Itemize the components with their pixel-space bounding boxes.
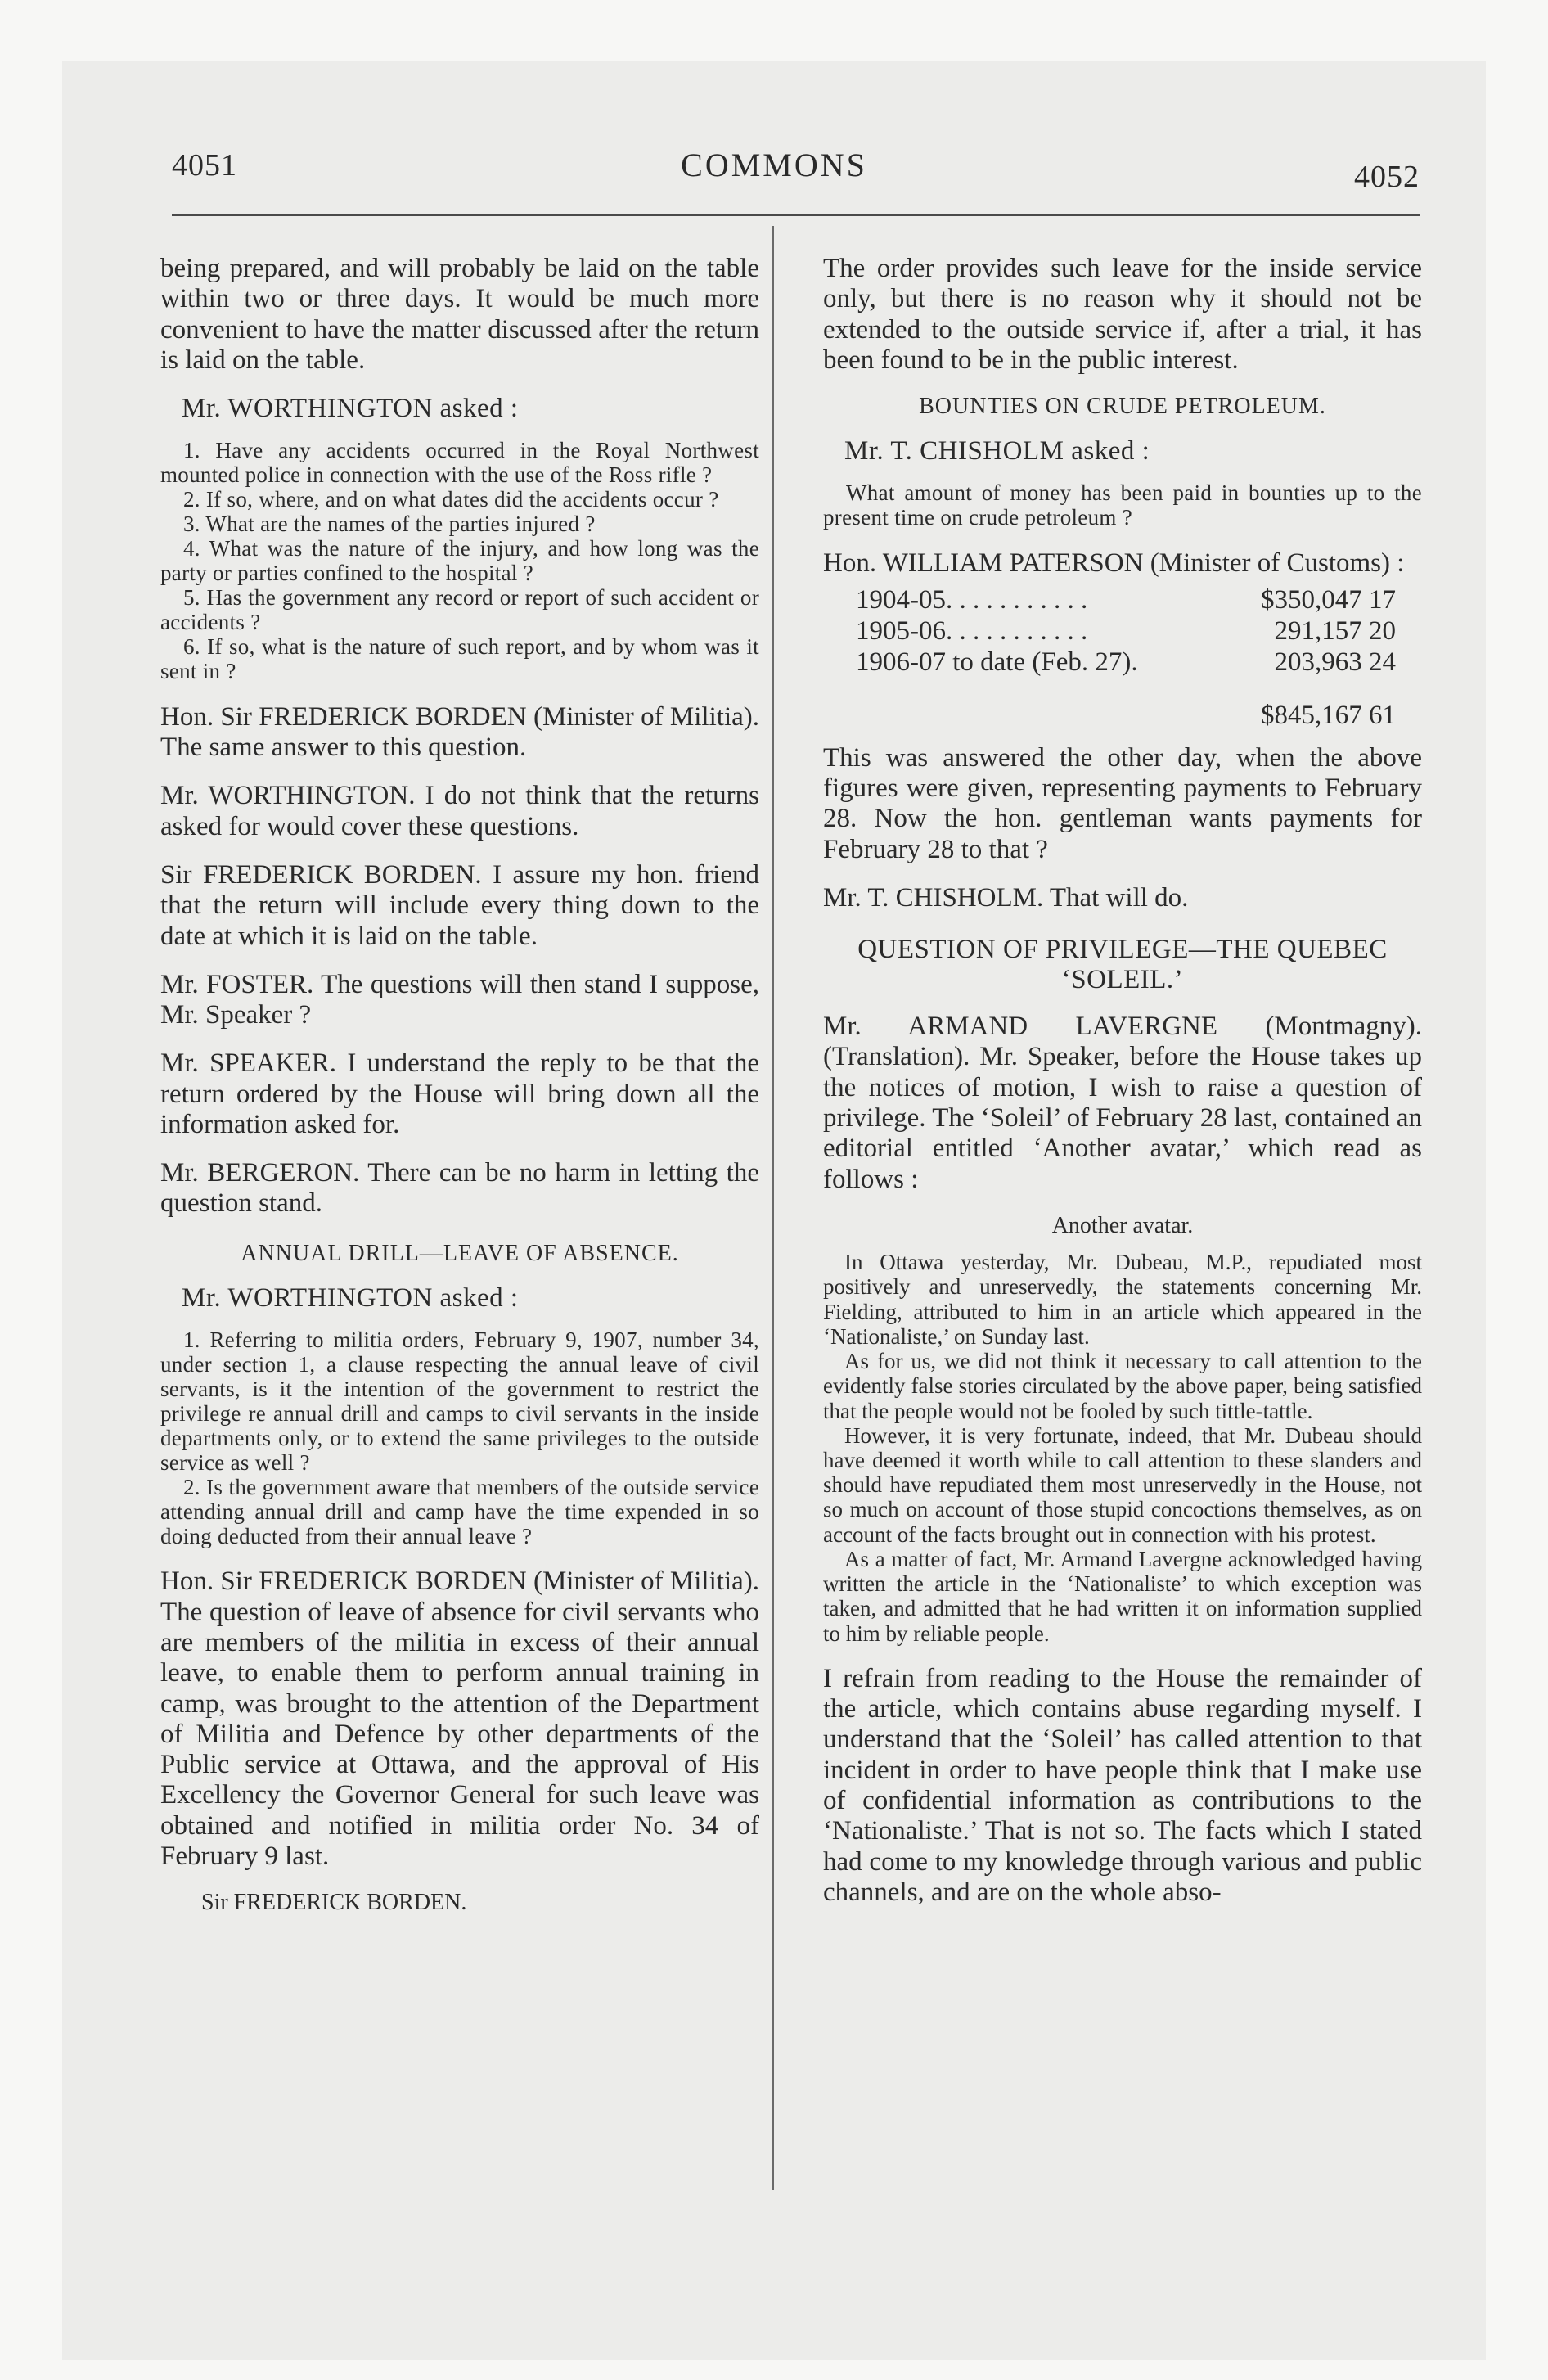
table-amount: $350,047 17	[1261, 585, 1396, 615]
question-item: 4. What was the nature of the injury, and how long was the party or parties confined to the hospital ?	[160, 536, 759, 585]
section-heading: BOUNTIES ON CRUDE PETROLEUM.	[919, 394, 1326, 420]
paragraph: I refrain from reading to the House the remainder of the article, which contains abuse regarding myself. I understand that the ‘Soleil’ has called attention to that incident in order to have people think that I make use of confidential information as contributions to the ‘Nationaliste.’ That is not so. The facts which I stated had come to my knowledge through various and public channels, and are on the whole abso-	[823, 1663, 1422, 1907]
paragraph: Hon. Sir FREDERICK BORDEN (Minister of Militia). The question of leave of absence for civil servants who are members of the militia in excess of their annual leave, to enable them to perform annual training in camp, was brought to the attention of the Department of Militia and Defence by other departments of the Public service at Ottawa, and the approval of His Excellency the Governor General for such leave was obtained and notified in militia order No. 34 of February 9 last.	[160, 1566, 759, 1871]
question-item: 1. Referring to militia orders, February 9, 1907, number 34, under section 1, a clause respecting the annual leave of civil servants, is it the intention of the government to restrict the privilege re annual drill and camps to civil servants in the inside departments only, or to extend the same privileges to the outside service as well ?	[160, 1327, 759, 1475]
question-intro: Mr. WORTHINGTON asked :	[182, 1282, 519, 1313]
question-intro: Mr. T. CHISHOLM asked :	[844, 436, 1150, 467]
question-item: 5. Has the government any record or report of such accident or accidents ?	[160, 584, 759, 634]
table-year: 1905-06. . . . . . . . . . .	[856, 615, 1088, 646]
quoted-editorial	[823, 1213, 1422, 1646]
paragraph: Hon. Sir FREDERICK BORDEN (Minister of Militia). The same answer to this question.	[160, 701, 759, 763]
right-page-number: 4052	[1354, 160, 1420, 194]
table-year: 1906-07 to date (Feb. 27).	[856, 647, 1138, 677]
paragraph: Mr. SPEAKER. I understand the reply to be that the return ordered by the House will bring down all the information asked for.	[160, 1048, 759, 1139]
left-page-number: 4051	[172, 148, 237, 183]
bounty-table	[856, 585, 1422, 731]
paragraph: Sir FREDERICK BORDEN. I assure my hon. friend that the return will include every thing down to the date at which it is laid on the table.	[160, 859, 759, 951]
running-title: COMMONS	[681, 146, 867, 183]
left-column	[160, 254, 759, 1916]
question-item: 3. What are the names of the parties injured ?	[183, 512, 596, 537]
column-divider	[772, 226, 774, 2190]
section-heading: ANNUAL DRILL—LEAVE OF ABSENCE.	[241, 1240, 679, 1266]
table-total: $845,167 61	[1261, 701, 1396, 731]
paragraph: Mr. T. CHISHOLM. That will do.	[823, 882, 1189, 913]
table-row	[856, 647, 1396, 678]
paragraph: Mr. WORTHINGTON. I do not think that the returns asked for would cover these questions.	[160, 781, 759, 841]
paragraph: Hon. WILLIAM PATERSON (Minister of Customs) :	[823, 548, 1405, 579]
question-item: 2. Is the government aware that members of the outside service attending annual drill and camp have the time expended in so doing deducted from their annual leave ?	[160, 1474, 759, 1548]
question-list	[160, 439, 759, 684]
paragraph: being prepared, and will probably be laid on the table within two or three days. It would be much more convenient to have the matter discussed after the return is laid on the table.	[160, 254, 759, 375]
paragraph: This was answered the other day, when the above figures were given, representing payments to February 28. Now the hon. gentleman wants payments for February 28 to that ?	[823, 742, 1422, 864]
question-list	[160, 1328, 759, 1549]
question-item: 2. If so, where, and on what dates did the accidents occur ?	[183, 487, 719, 512]
table-amount: 291,157 20	[1274, 615, 1396, 646]
paragraph: Mr. BERGERON. There can be no harm in letting the question stand.	[160, 1158, 759, 1219]
question-item: 1. Have any accidents occurred in the Royal Northwest mounted police in connection with the use of the Ross rifle ?	[160, 438, 759, 488]
right-column	[823, 254, 1422, 1908]
header-rule	[172, 214, 1420, 216]
quote-title: Another avatar.	[1051, 1212, 1194, 1238]
paragraph: The order provides such leave for the inside service only, but there is no reason why it should not be extended to the outside service if, after a trial, it has been found to be in the public interest.	[823, 254, 1422, 375]
table-year: 1904-05. . . . . . . . . . .	[856, 585, 1088, 615]
section-heading: QUESTION OF PRIVILEGE—THE QUEBEC ‘SOLEIL.’	[857, 935, 1388, 995]
table-row	[856, 616, 1396, 647]
question-list	[823, 481, 1422, 530]
table-amount: 203,963 24	[1274, 647, 1396, 677]
table-total-row	[856, 701, 1396, 732]
quote-paragraph: As a matter of fact, Mr. Armand Lavergne acknowledged having written the article in the ‘Nationaliste’ to which exception was taken, and admitted that he had written it on information supplied to him by reliable people.	[823, 1546, 1422, 1646]
paragraph: Mr. FOSTER. The questions will then stand I suppose, Mr. Speaker ?	[160, 969, 759, 1030]
speaker-line: Sir FREDERICK BORDEN.	[201, 1890, 467, 1916]
table-row	[856, 585, 1396, 616]
quote-paragraph: However, it is very fortunate, indeed, that Mr. Dubeau should have deemed it worth while to call attention to these slanders and should have repudiated them most unreservedly in the House, not so much on account of those stupid concoctions themselves, as on account of the facts brought out in connection with his protest.	[823, 1422, 1422, 1547]
quote-paragraph: In Ottawa yesterday, Mr. Dubeau, M.P., repudiated most positively and unreservedly, the statements concerning Mr. Fielding, attributed to him in an article which appeared in the ‘Nationaliste,’ on Sunday last.	[823, 1250, 1422, 1349]
quote-paragraph: As for us, we did not think it necessary to call attention to the evidently false stories circulated by the above paper, being satisfied that the people would not be fooled by such tittle-tattle.	[823, 1349, 1422, 1423]
question-intro: Mr. WORTHINGTON asked :	[182, 394, 519, 424]
question-item: 6. If so, what is the nature of such report, and by whom was it sent in ?	[160, 633, 759, 683]
paragraph: Mr. ARMAND LAVERGNE (Montmagny). (Translation). Mr. Speaker, before the House takes up the notices of motion, I wish to raise a question of privilege. The ‘Soleil’ of February 28 last, contained an editorial entitled ‘Another avatar,’ which read as follows :	[823, 1012, 1422, 1194]
question-item: What amount of money has been paid in bounties up to the present time on crude petroleum ?	[823, 480, 1422, 530]
